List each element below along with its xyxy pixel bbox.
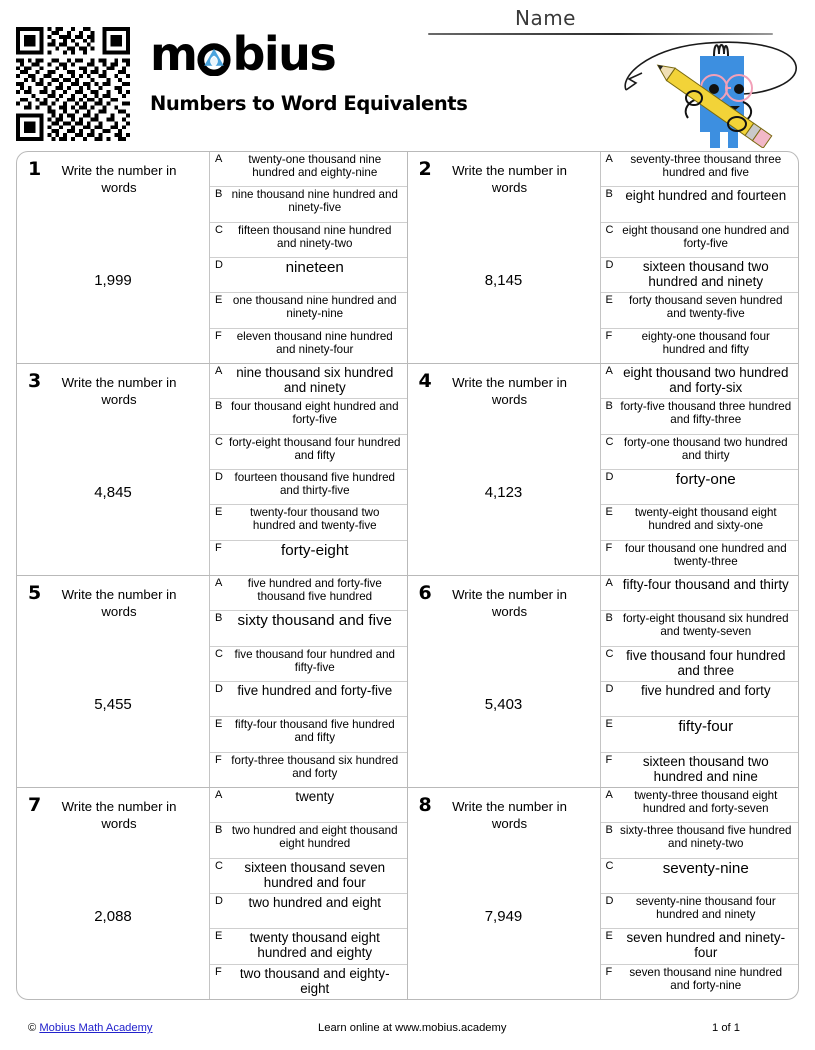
option-text: twenty-three thousand eight hundred and forty-seven — [634, 789, 778, 815]
option-letter: B — [215, 612, 223, 625]
option-text: seven thousand nine hundred and forty-nine — [629, 965, 783, 992]
option-text: five thousand four hundred and fifty-five — [234, 647, 395, 674]
answer-option-D[interactable] — [210, 258, 407, 293]
answer-option-E[interactable] — [210, 929, 407, 964]
option-text: twenty-one thousand nine hundred and eighty-nine — [248, 153, 382, 179]
option-letter: B — [605, 188, 613, 201]
option-letter: A — [605, 365, 613, 377]
question-prompt — [17, 788, 210, 999]
option-letter: A — [215, 577, 223, 589]
copyright-symbol: © — [28, 1022, 37, 1034]
option-letter: E — [605, 718, 613, 731]
option-letter: C — [215, 859, 223, 872]
option-text: forty-eight thousand six hundred and twenty-seven — [622, 612, 789, 639]
option-letter: B — [605, 400, 613, 413]
question-prompt — [408, 576, 601, 787]
answer-option-D[interactable] — [210, 470, 407, 505]
question-value: 7,949 — [484, 908, 523, 925]
option-letter: B — [215, 188, 223, 201]
question-value: 4,123 — [484, 484, 523, 501]
qr-code-icon — [14, 27, 132, 141]
question-prompt — [408, 152, 601, 363]
option-letter: B — [605, 612, 613, 625]
answer-option-A[interactable] — [601, 576, 799, 611]
answer-option-A[interactable] — [601, 364, 799, 399]
answer-option-C[interactable] — [210, 435, 407, 470]
option-letter: F — [605, 965, 613, 978]
question-value: 8,145 — [484, 272, 523, 289]
option-letter: A — [605, 789, 613, 801]
question-number: 3 — [28, 370, 42, 392]
question-prompt — [17, 152, 210, 363]
question-prompt — [408, 788, 601, 999]
option-text: fifty-four — [678, 718, 734, 736]
answer-option-D[interactable] — [601, 258, 799, 293]
question-2 — [408, 152, 799, 363]
option-text: nineteen — [285, 258, 344, 276]
answer-option-F[interactable] — [601, 753, 799, 787]
logo-text-after: bius — [232, 27, 336, 81]
footer-page-number: 1 of 1 — [712, 1022, 740, 1034]
answer-option-E[interactable] — [601, 717, 799, 752]
answer-option-B[interactable] — [601, 399, 799, 434]
question-text: Write the number in words — [61, 163, 177, 195]
answer-option-C[interactable] — [210, 859, 407, 894]
option-text: twenty-four thousand two hundred and twenty-five — [249, 506, 380, 533]
option-letter: E — [215, 294, 223, 307]
answer-option-A[interactable] — [210, 364, 407, 399]
option-text: five hundred and forty-five — [237, 682, 393, 698]
question-text: Write the number in words — [452, 799, 567, 831]
answer-option-D[interactable] — [601, 894, 799, 929]
answer-option-D[interactable] — [210, 894, 407, 929]
answer-option-F[interactable] — [210, 329, 407, 363]
question-row — [17, 152, 798, 364]
answer-option-A[interactable] — [210, 576, 407, 611]
answer-option-F[interactable] — [210, 753, 407, 787]
answer-option-F[interactable] — [601, 965, 799, 999]
answer-option-B[interactable] — [210, 399, 407, 434]
option-text: one thousand nine hundred and ninety-nine — [232, 294, 397, 321]
question-text: Write the number in words — [452, 375, 567, 407]
answer-option-E[interactable] — [210, 717, 407, 752]
option-text: seventy-nine — [662, 859, 749, 877]
answer-option-B[interactable] — [601, 611, 799, 646]
option-letter: D — [605, 682, 614, 695]
option-letter: A — [605, 577, 613, 589]
option-letter: D — [605, 894, 614, 907]
option-text: nine thousand six hundred and ninety — [236, 365, 394, 395]
answer-option-B[interactable] — [210, 611, 407, 646]
option-text: sixty-three thousand five hundred and ninety-two — [620, 824, 792, 851]
question-6 — [408, 576, 799, 787]
option-text: forty-three thousand six hundred and forty — [231, 753, 399, 780]
option-letter: E — [605, 294, 613, 307]
question-value: 1,999 — [94, 272, 132, 289]
answer-option-C[interactable] — [601, 647, 799, 682]
option-text: seven hundred and ninety-four — [626, 930, 786, 961]
question-number: 5 — [28, 582, 42, 604]
answer-option-B[interactable] — [601, 823, 799, 858]
answer-option-C[interactable] — [601, 223, 799, 258]
question-value: 4,845 — [94, 484, 132, 501]
question-number: 2 — [418, 158, 432, 180]
option-text: two thousand and eighty-eight — [239, 965, 390, 996]
option-letter: F — [605, 329, 613, 342]
answer-option-A[interactable] — [210, 152, 407, 187]
mascot-illustration — [618, 28, 808, 148]
answer-option-F[interactable] — [210, 965, 407, 999]
option-letter: F — [215, 965, 222, 978]
option-letter: A — [215, 789, 223, 801]
option-text: fifty-four thousand and thirty — [622, 577, 789, 592]
option-text: five hundred and forty — [640, 682, 771, 698]
answer-options — [210, 788, 407, 999]
question-text: Write the number in words — [452, 587, 567, 619]
mobius-loop-icon — [197, 37, 231, 71]
option-text: eight hundred and fourteen — [625, 188, 787, 204]
option-letter: D — [215, 470, 223, 483]
option-letter: D — [215, 682, 223, 695]
option-text: eighty-one thousand four hundred and fifty — [641, 329, 770, 356]
answer-option-E[interactable] — [601, 505, 799, 540]
answer-option-D[interactable] — [601, 470, 799, 505]
answer-options — [210, 364, 407, 575]
option-text: four thousand one hundred and twenty-three — [624, 541, 787, 568]
question-1 — [17, 152, 408, 363]
answer-option-A[interactable] — [601, 152, 799, 187]
option-letter: A — [605, 153, 613, 165]
qr-code[interactable] — [14, 27, 132, 141]
option-text: sixteen thousand seven hundred and four — [244, 859, 386, 890]
option-text: forty-one — [675, 470, 736, 488]
option-letter: C — [215, 435, 223, 448]
option-letter: E — [215, 506, 223, 519]
option-letter: B — [215, 400, 223, 413]
worksheet-title: Numbers to Word Equivalents — [150, 92, 468, 115]
option-letter: B — [605, 824, 613, 837]
option-text: seventy-three thousand three hundred and five — [630, 153, 782, 179]
question-text: Write the number in words — [61, 375, 177, 407]
worksheet-grid — [16, 151, 799, 1000]
page-footer — [0, 1022, 815, 1046]
mobius-math-academy-link[interactable]: Mobius Math Academy — [39, 1022, 153, 1034]
answer-option-A[interactable] — [210, 788, 407, 823]
option-letter: C — [605, 435, 614, 448]
question-prompt — [17, 364, 210, 575]
answer-option-E[interactable] — [601, 929, 799, 964]
option-text: two hundred and eight — [248, 894, 382, 910]
logo-text-before: m — [150, 27, 197, 81]
answer-option-B[interactable] — [210, 187, 407, 222]
answer-option-C[interactable] — [210, 223, 407, 258]
option-letter: C — [215, 223, 223, 236]
option-letter: C — [605, 223, 614, 236]
answer-options — [601, 576, 799, 787]
option-text: twenty-eight thousand eight hundred and sixty-one — [634, 506, 777, 533]
option-text: seventy-nine thousand four hundred and ninety — [635, 894, 776, 921]
option-letter: C — [215, 647, 223, 660]
option-letter: C — [605, 647, 614, 660]
question-7 — [17, 788, 408, 999]
answer-option-C[interactable] — [601, 435, 799, 470]
answer-options — [601, 152, 799, 363]
answer-option-F[interactable] — [601, 329, 799, 363]
option-text: four thousand eight hundred and forty-five — [230, 400, 399, 427]
option-letter: E — [605, 506, 613, 519]
option-text: two hundred and eight thousand eight hundred — [231, 824, 398, 851]
option-letter: D — [605, 258, 614, 271]
answer-option-B[interactable] — [601, 187, 799, 222]
option-text: eleven thousand nine hundred and ninety-four — [236, 329, 393, 356]
question-value: 2,088 — [94, 908, 132, 925]
question-number: 1 — [28, 158, 42, 180]
page-header — [0, 0, 815, 148]
option-text: nine thousand nine hundred and ninety-five — [231, 188, 398, 215]
answer-option-E[interactable] — [601, 293, 799, 328]
option-text: eight thousand one hundred and forty-five — [622, 223, 790, 250]
option-text: sixteen thousand two hundred and nine — [642, 753, 769, 784]
question-text: Write the number in words — [452, 163, 567, 195]
answer-option-C[interactable] — [601, 859, 799, 894]
option-letter: B — [215, 824, 223, 837]
option-letter: A — [215, 365, 223, 377]
option-letter: E — [215, 930, 223, 943]
option-text: forty thousand seven hundred and twenty-five — [629, 294, 783, 321]
name-label: Name — [514, 6, 576, 30]
question-8 — [408, 788, 799, 999]
question-number: 4 — [418, 370, 432, 392]
option-letter: D — [215, 258, 223, 271]
question-number: 7 — [28, 794, 42, 816]
option-letter: F — [215, 541, 222, 554]
option-text: sixty thousand and five — [237, 612, 392, 630]
question-text: Write the number in words — [61, 799, 177, 831]
question-prompt — [17, 576, 210, 787]
answer-option-F[interactable] — [210, 541, 407, 575]
option-text: forty-eight — [280, 541, 349, 559]
answer-options — [210, 152, 407, 363]
footer-copyright — [28, 1022, 153, 1034]
question-number: 8 — [418, 794, 432, 816]
option-letter: F — [215, 329, 222, 342]
answer-option-D[interactable] — [210, 682, 407, 717]
option-text: fifteen thousand nine hundred and ninety-two — [238, 223, 392, 250]
question-text: Write the number in words — [61, 587, 177, 619]
answer-options — [601, 788, 799, 999]
option-text: fourteen thousand five hundred and thirty-five — [234, 470, 395, 497]
answer-options — [210, 576, 407, 787]
option-letter: E — [605, 930, 613, 943]
answer-option-E[interactable] — [210, 505, 407, 540]
answer-options — [601, 364, 799, 575]
option-text: twenty thousand eight hundred and eighty — [249, 930, 380, 961]
option-text: twenty — [295, 789, 335, 804]
option-text: fifty-four thousand five hundred and fifty — [234, 718, 395, 745]
answer-option-C[interactable] — [210, 647, 407, 682]
brand-block — [150, 27, 468, 115]
option-letter: F — [215, 753, 222, 766]
answer-option-B[interactable] — [210, 823, 407, 858]
question-number: 6 — [418, 582, 432, 604]
answer-option-A[interactable] — [601, 788, 799, 823]
question-4 — [408, 364, 799, 575]
option-letter: D — [215, 894, 223, 907]
footer-learn-online: Learn online at www.mobius.academy — [318, 1022, 507, 1034]
question-5 — [17, 576, 408, 787]
option-letter: F — [605, 753, 613, 766]
option-text: forty-eight thousand four hundred and fifty — [229, 435, 401, 462]
question-row — [17, 364, 798, 576]
option-text: five hundred and forty-five thousand five hundred — [247, 577, 382, 603]
question-value: 5,403 — [484, 696, 523, 713]
option-text: sixteen thousand two hundred and ninety — [642, 258, 769, 289]
option-letter: C — [605, 859, 614, 872]
option-text: five thousand four hundred and three — [626, 647, 786, 678]
question-value: 5,455 — [94, 696, 132, 713]
logo-text — [150, 27, 336, 81]
question-row — [17, 788, 798, 999]
answer-option-D[interactable] — [601, 682, 799, 717]
option-letter: A — [215, 153, 223, 165]
answer-option-E[interactable] — [210, 293, 407, 328]
question-row — [17, 576, 798, 788]
question-3 — [17, 364, 408, 575]
option-letter: F — [605, 541, 613, 554]
question-prompt — [408, 364, 601, 575]
option-text: forty-one thousand two hundred and thirty — [623, 435, 788, 462]
option-text: eight thousand two hundred and forty-six — [623, 365, 789, 395]
option-letter: D — [605, 470, 614, 483]
option-letter: E — [215, 718, 223, 731]
option-text: forty-five thousand three hundred and fifty-three — [620, 400, 792, 427]
mobius-logo[interactable] — [150, 28, 420, 80]
answer-option-F[interactable] — [601, 541, 799, 575]
